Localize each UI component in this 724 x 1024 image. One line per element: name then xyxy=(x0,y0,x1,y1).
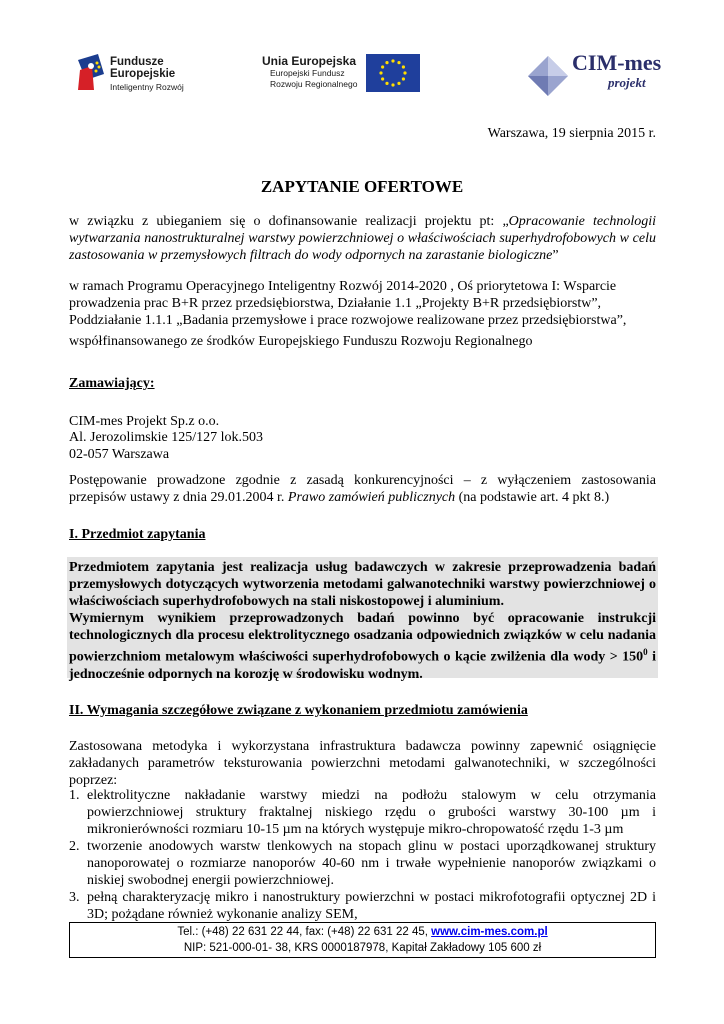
list-item xyxy=(69,889,656,923)
eu-flag-icon xyxy=(366,54,420,92)
project-title: Opracowanie technologii wytwarzania nanostrukturalnej warstwy powierzchniowej o właściwościach superhydrofobowych w celu zastosowania w przemysłowych filtrach do wody odpornych na zarastanie biologiczne xyxy=(69,214,656,263)
list-item-number: 3. xyxy=(69,890,80,905)
section1-heading: I. Przedmiot zapytania xyxy=(69,527,206,542)
intro-paragraph xyxy=(69,213,656,264)
header-logos xyxy=(0,40,724,110)
cim-line1: CIM-mes xyxy=(572,50,662,75)
fe-line1: Fundusze xyxy=(110,56,164,68)
footer-line2: NIP: 521-000-01- 38, KRS 0000187978, Kapitał Zakładowy 105 600 zł xyxy=(183,942,542,954)
cim-diamond-icon xyxy=(526,54,570,98)
list-item xyxy=(69,838,656,889)
intro-suffix: ” xyxy=(552,248,559,263)
footer-line1 xyxy=(70,924,655,940)
section2-heading: II. Wymagania szczegółowe związane z wykonaniem przedmiotu zamówienia xyxy=(69,703,528,718)
list-item-text: pełną charakteryzację mikro i nanostruktury powierzchni w postaci mikrofotografii optycznej 2D i 3D; pożądane również wykonanie analizy SEM, xyxy=(87,890,656,922)
procedure-text2: (na podstawie art. 4 pkt 8.) xyxy=(455,490,610,505)
intro-prefix: w związku z ubieganiem się o dofinansowanie realizacji projektu pt: „ xyxy=(69,214,509,229)
list-item xyxy=(69,787,656,838)
fe-line3: Inteligentny Rozwój xyxy=(110,82,184,92)
section1-para2a: Wymiernym wynikiem przeprowadzonych badań powinno być opracowanie instrukcji technologicznych dla procesu elektrolitycznego osadzania odpowiednich związków w celu nadania powierzchniom metalowym właściwości superhydrofobowych o kącie zwilżenia dla wody > 150 xyxy=(69,611,656,665)
procedure-law: Prawo zamówień publicznych xyxy=(287,490,456,505)
footer-box xyxy=(69,922,656,958)
section2-intro: Zastosowana metodyka i wykorzystana infrastruktura badawcza powinny zapewnić osiągnięcie zakładanych parametrów teksturowania powierzchni metodami galwanotechniki, w szczególności poprzez: xyxy=(69,739,656,788)
programme-paragraph: w ramach Programu Operacyjnego Inteligentny Rozwój 2014-2020 , Oś priorytetowa I: Wsparcie prowadzenia prac B+R przez przedsiębiorstwa, Działanie 1.1 „Projekty B+R przedsiębiorstw”, Poddziałanie 1.1.1 „Badania przemysłowe i prace rozwojowe realizowane przez przedsiębiorstwa”, xyxy=(69,279,627,328)
list-item-text: elektrolityczne nakładanie warstwy miedzi na podłożu stalowym w celu otrzymania powierzchniowej struktury fraktalnej niskiego rzędu o grubości warstwy 30-100 µm i mikronierówności rozmiaru 10-15 µm na których występuje mikro-chropowatość rzędu 1-3 µm xyxy=(87,788,656,837)
section1-para2 xyxy=(67,610,658,683)
list-item-number: 1. xyxy=(69,788,80,803)
document-date: Warszawa, 19 sierpnia 2015 r. xyxy=(487,126,656,141)
section1-para1: Przedmiotem zapytania jest realizacja usług badawczych w zakresie przeprowadzenia badań przemysłowych dotyczących wytworzenia metodami galwanotechniki warstwy powierzchniowej o właściwościach superhydrofobowych na stali niskostopowej i aluminium. xyxy=(69,560,656,609)
ordering-party-address2: 02-057 Warszawa xyxy=(69,447,170,462)
requirements-list xyxy=(69,787,656,923)
procedure-paragraph xyxy=(69,472,656,506)
section1-degree-sup: 0 xyxy=(643,647,648,657)
section1-para2b: i jednocześnie odpornych na korozję w środowisku wodnym. xyxy=(69,649,656,682)
list-item-number: 2. xyxy=(69,839,80,854)
procedure-text1: Postępowanie prowadzone zgodnie z zasadą konkurencyjności – z wyłączeniem zastosowania przepisów ustawy z dnia 29.01.2004 r. xyxy=(69,473,656,505)
ordering-party-heading: Zamawiający: xyxy=(69,376,155,391)
unia-europejska-logo xyxy=(258,52,438,102)
ordering-party-address1: Al. Jerozolimskie 125/127 lok.503 xyxy=(69,430,264,445)
cim-mes-logo xyxy=(526,48,666,108)
website-link[interactable]: www.cim-mes.com.pl xyxy=(431,926,548,938)
list-item-text: tworzenie anodowych warstw tlenkowych na stopach glinu w postaci uporządkowanej struktury nanoporowatej o rozmiarze nanoporów 40-60 nm i trwałe wypełnienie nanoporów związkami o niskiej swobodnej energii powierzchniowej. xyxy=(87,839,656,888)
fundusze-europejskie-flag-icon xyxy=(76,52,106,92)
ue-line3: Rozwoju Regionalnego xyxy=(270,79,358,89)
ue-line1: Unia Europejska xyxy=(262,54,357,68)
footer-contact: Tel.: (+48) 22 631 22 44, fax: (+48) 22 631 22 45, xyxy=(177,926,432,938)
fundusze-europejskie-logo xyxy=(76,52,226,100)
document-title: ZAPYTANIE OFERTOWE xyxy=(260,177,464,196)
cim-line2: projekt xyxy=(608,75,646,90)
section1-highlight-box xyxy=(67,557,658,682)
fe-line2: Europejskie xyxy=(110,68,176,80)
ue-line2: Europejski Fundusz xyxy=(270,68,345,78)
ordering-party-name: CIM-mes Projekt Sp.z o.o. xyxy=(69,414,220,429)
cofinanced-paragraph: współfinansowanego ze środków Europejskiego Funduszu Rozwoju Regionalnego xyxy=(69,334,533,349)
